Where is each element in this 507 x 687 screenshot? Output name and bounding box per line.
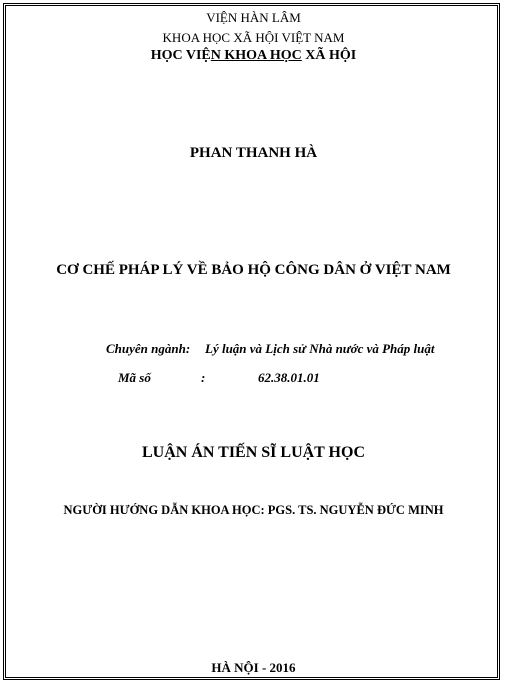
institution-line-2: KHOA HỌC XÃ HỘI VIỆT NAM — [162, 30, 345, 45]
advisor-line: NGƯỜI HƯỚNG DẪN KHOA HỌC: PGS. TS. NGUYỄN ĐỨC MINH — [63, 503, 444, 517]
institution-line-1: VIỆN HÀN LÂM — [206, 10, 301, 25]
degree-title: LUẬN ÁN TIẾN SĨ LUẬT HỌC — [141, 444, 365, 461]
author-name: PHAN THANH HÀ — [189, 145, 318, 161]
institution-line-3-post: XÃ HỘI — [301, 48, 357, 63]
code-colon: : — [201, 370, 206, 385]
code-value: 62.38.01.01 — [258, 370, 320, 385]
place-date: HÀ NỘI - 2016 — [211, 660, 296, 675]
specialization-value: Lý luận và Lịch sử Nhà nước và Pháp luật — [205, 341, 435, 356]
institution-line-3-pre: HỌC VIỆ — [150, 48, 211, 63]
institution-line-3 — [0, 48, 507, 64]
thesis-title: CƠ CHẾ PHÁP LÝ VỀ BẢO HỘ CÔNG DÂN Ở VIỆT NAM — [56, 262, 451, 278]
code-label: Mã số — [118, 370, 151, 385]
institution-line-3-underlined: N KHOA HỌC — [210, 48, 302, 63]
specialization-label: Chuyên ngành: — [106, 341, 191, 356]
